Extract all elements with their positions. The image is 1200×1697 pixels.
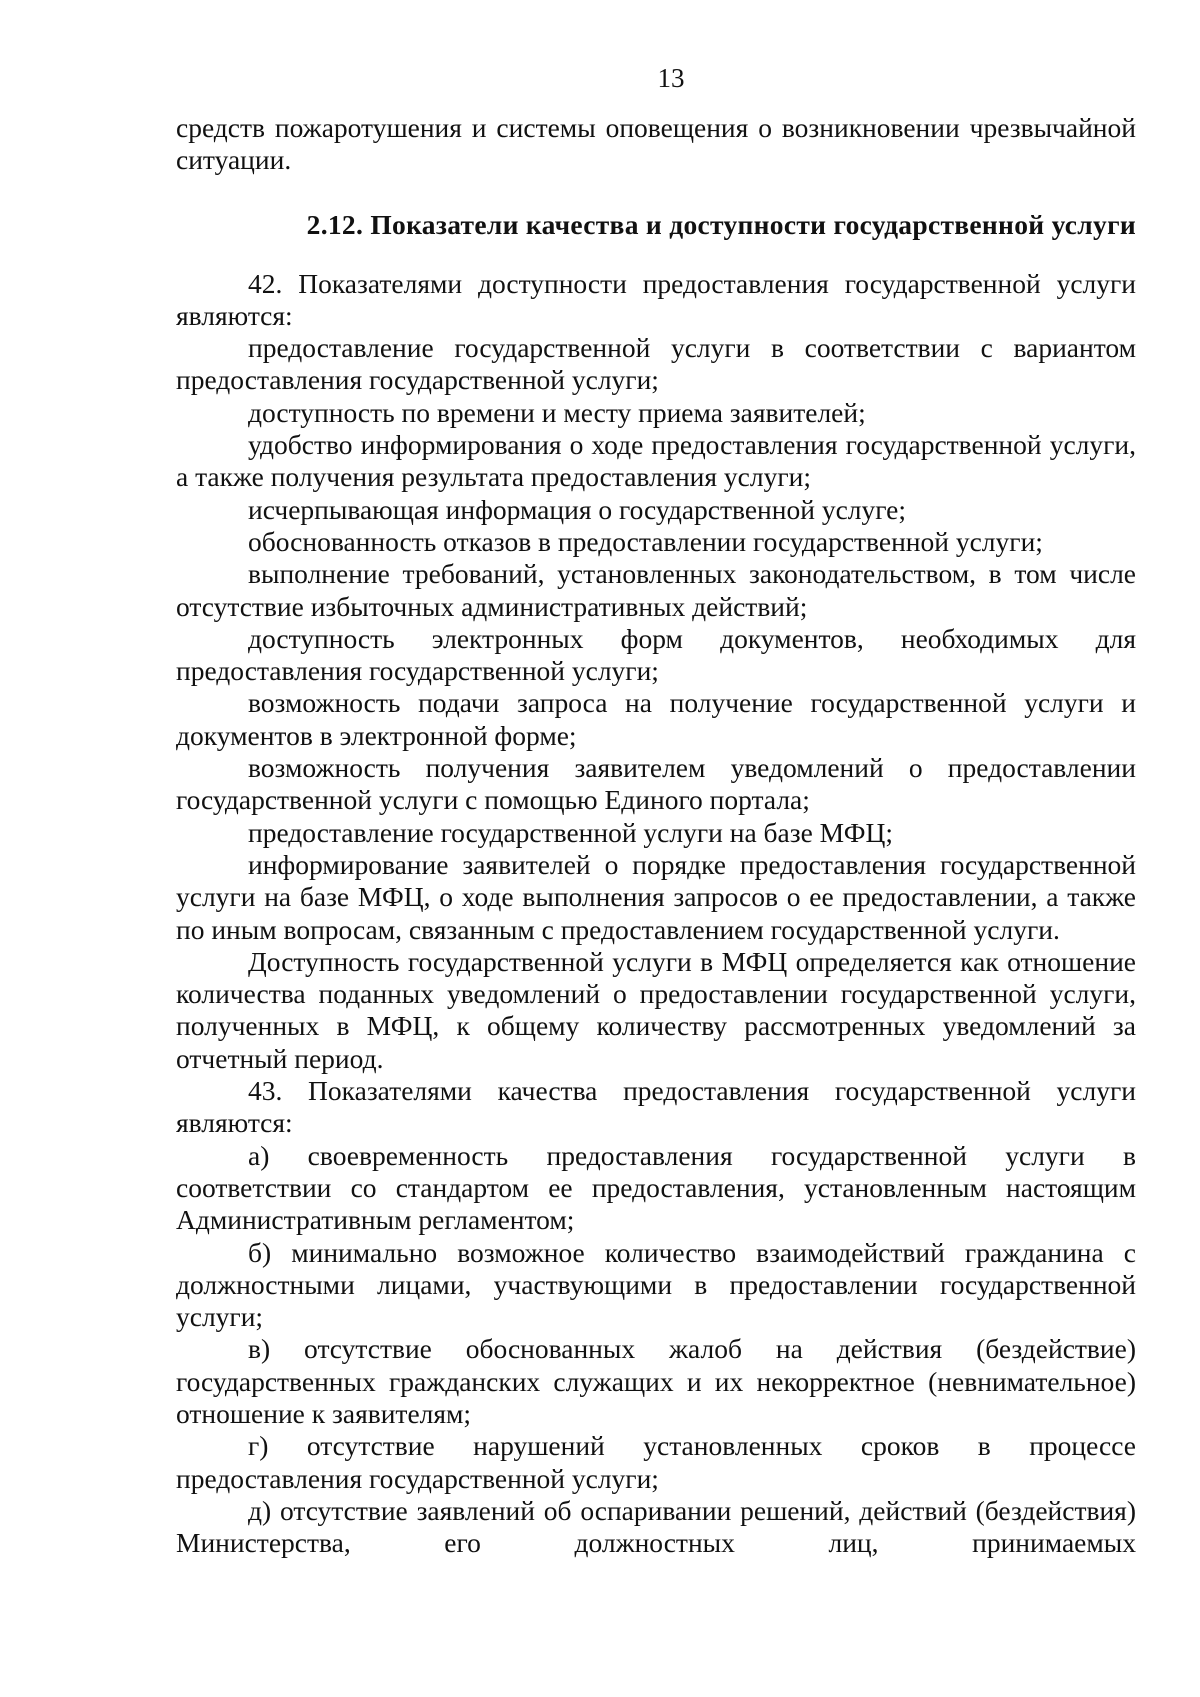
list-item: обоснованность отказов в предоставлении государственной услуги; [248,525,1043,557]
list-item-v: в) отсутствие обоснованных жалоб на действия (бездействие) государственных гражданских служащих и их некорректное (невнимательное) отношение к заявителям; [176,1333,1136,1429]
paragraph-42-intro: 42. Показателями доступности предоставления государственной услуги являются: [176,267,1136,331]
section-heading: 2.12. Показатели качества и доступности государственной услуги [306,208,1136,240]
list-item-g: г) отсутствие нарушений установленных сроков в процессе предоставления государственной услуги; [176,1430,1136,1494]
list-item: возможность подачи запроса на получение государственной услуги и документов в электронной форме; [176,687,1136,751]
list-item: возможность получения заявителем уведомлений о предоставлении государственной услуги с помощью Единого портала; [176,752,1136,816]
list-item-b: б) минимально возможное количество взаимодействий гражданина с должностными лицами, участвующими в предоставлении государственной услуги; [176,1236,1136,1333]
paragraph-43-intro: 43. Показателями качества предоставления государственной услуги являются: [176,1075,1136,1139]
list-item: исчерпывающая информация о государственной услуге; [248,493,907,525]
list-item: информирование заявителей о порядке предоставления государственной услуги на базе МФЦ, о ходе выполнения запросов о ее предоставлении, а также по иным вопросам, связанным с предоставлением государственной услуги. [176,848,1136,945]
list-item: доступность электронных форм документов, необходимых для предоставления государственной услуги; [176,622,1136,687]
availability-definition-paragraph: Доступность государственной услуги в МФЦ определяется как отношение количества поданных уведомлений о предоставлении государственной услуги, полученных в МФЦ, к общему количеству рассмотренных уведомлений за отчетный период. [176,945,1136,1074]
list-item: предоставление государственной услуги на базе МФЦ; [248,816,893,848]
list-item: удобство информирования о ходе предоставления государственной услуги, а также получения результата предоставления услуги; [176,429,1136,493]
page-number: 13 [657,63,685,93]
list-item: доступность по времени и месту приема заявителей; [248,396,866,428]
list-item: выполнение требований, установленных законодательством, в том числе отсутствие избыточных административных действий; [176,558,1136,622]
intro-paragraph: средств пожаротушения и системы оповещения о возникновении чрезвычайной ситуации. [176,112,1136,176]
list-item-d: д) отсутствие заявлений об оспаривании решений, действий (бездействия) Министерства, его должностных лиц, принимаемых [176,1494,1136,1559]
document-page [176,62,1136,1559]
list-item-a: а) своевременность предоставления государственной услуги в соответствии со стандартом ее предоставления, установленным настоящим Административным регламентом; [176,1139,1136,1236]
list-item: предоставление государственной услуги в соответствии с вариантом предоставления государственной услуги; [176,332,1136,396]
